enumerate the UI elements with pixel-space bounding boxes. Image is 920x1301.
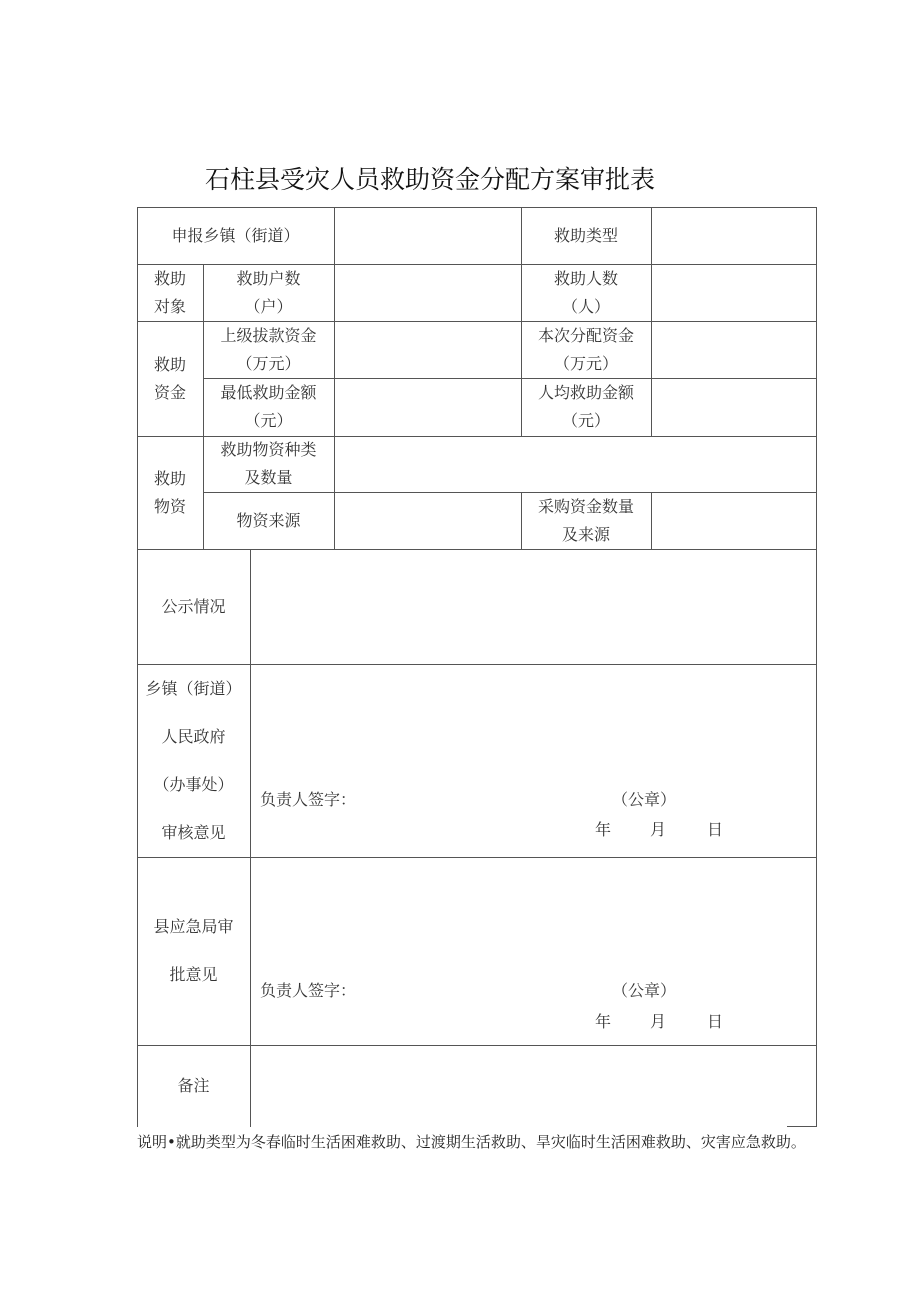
avg-amount-field[interactable] [651, 378, 817, 436]
footnote: 说明•就助类型为冬春临时生活困难救助、过渡期生活救助、旱灾临时生活困难救助、灾害应急救助。 [137, 1133, 806, 1151]
label-line: 本次分配资金 [537, 325, 634, 345]
goods-type-label [203, 436, 334, 492]
label-line: 及数量 [244, 468, 293, 487]
county-opinion-field[interactable] [250, 857, 817, 1045]
apply-town-field[interactable] [334, 207, 521, 264]
alloc-fund-field[interactable] [651, 321, 817, 378]
label-line: 审核意见 [161, 822, 226, 842]
label-line: 救助户数 [236, 268, 301, 288]
households-field[interactable] [334, 264, 521, 321]
page-title: 石柱县受灾人员救助资金分配方案审批表 [204, 165, 655, 194]
label-line: （办事处） [153, 774, 234, 794]
publicity-label: 公示情况 [161, 596, 226, 616]
label-line: （万元） [553, 353, 618, 373]
label-line: 救助物资种类 [220, 440, 317, 459]
label-line: 人均救助金额 [537, 383, 634, 402]
label-line: 及来源 [561, 524, 610, 544]
approval-table [137, 207, 817, 1127]
month-label: 月 [650, 1012, 667, 1031]
households-label [203, 264, 334, 321]
year-label: 年 [595, 820, 612, 839]
goods-source-label: 物资来源 [236, 510, 301, 530]
seal-label: （公章） [612, 790, 677, 809]
label-line: 批意见 [169, 965, 218, 984]
min-amount-field[interactable] [334, 378, 521, 436]
apply-town-label: 申报乡镇（街道） [171, 225, 300, 245]
label-line: 救助 [153, 468, 186, 488]
county-opinion-label [137, 857, 250, 1045]
label-line: 人民政府 [161, 726, 226, 746]
label-line: （人） [561, 296, 610, 316]
remark-field[interactable] [250, 1045, 817, 1127]
day-label: 日 [707, 820, 724, 839]
label-line: 物资 [153, 496, 186, 516]
label-line: 对象 [153, 296, 186, 316]
remark-label: 备注 [177, 1076, 210, 1095]
label-line: （户） [244, 296, 293, 316]
aid-fund-label [137, 321, 203, 436]
day-label: 日 [707, 1012, 724, 1031]
month-label: 月 [650, 820, 667, 839]
aid-object-label [137, 264, 203, 321]
min-amount-label [203, 378, 334, 436]
town-opinion-label [137, 664, 250, 857]
label-line: 乡镇（街道） [145, 678, 242, 698]
label-line: 救助 [153, 354, 186, 374]
label-line: 县应急局审 [153, 917, 234, 936]
purchase-label [521, 492, 651, 549]
label-line: （元） [244, 411, 293, 430]
label-line: （元） [561, 411, 610, 430]
label-line: 救助 [153, 268, 186, 288]
label-line: （万元） [236, 353, 301, 373]
town-opinion-field[interactable] [250, 664, 817, 857]
upper-fund-field[interactable] [334, 321, 521, 378]
label-line: 上级拔款资金 [220, 325, 317, 345]
signer-label: 负责人签字： [260, 981, 357, 1000]
aid-goods-label [137, 436, 203, 549]
goods-source-field[interactable] [334, 492, 521, 549]
signer-label: 负责人签字： [260, 790, 357, 809]
label-line: 资金 [153, 382, 186, 402]
persons-label [521, 264, 651, 321]
avg-amount-label [521, 378, 651, 436]
label-line: 最低救助金额 [220, 383, 317, 402]
publicity-field[interactable] [250, 549, 817, 664]
label-line: 救助人数 [553, 268, 618, 288]
aid-type-label: 救助类型 [553, 225, 618, 245]
purchase-field[interactable] [651, 492, 817, 549]
seal-label: （公章） [612, 981, 677, 1000]
goods-type-field[interactable] [334, 436, 817, 492]
label-line: 采购资金数量 [537, 496, 634, 516]
upper-fund-label [203, 321, 334, 378]
persons-field[interactable] [651, 264, 817, 321]
aid-type-field[interactable] [651, 207, 817, 264]
year-label: 年 [595, 1012, 612, 1031]
alloc-fund-label [521, 321, 651, 378]
